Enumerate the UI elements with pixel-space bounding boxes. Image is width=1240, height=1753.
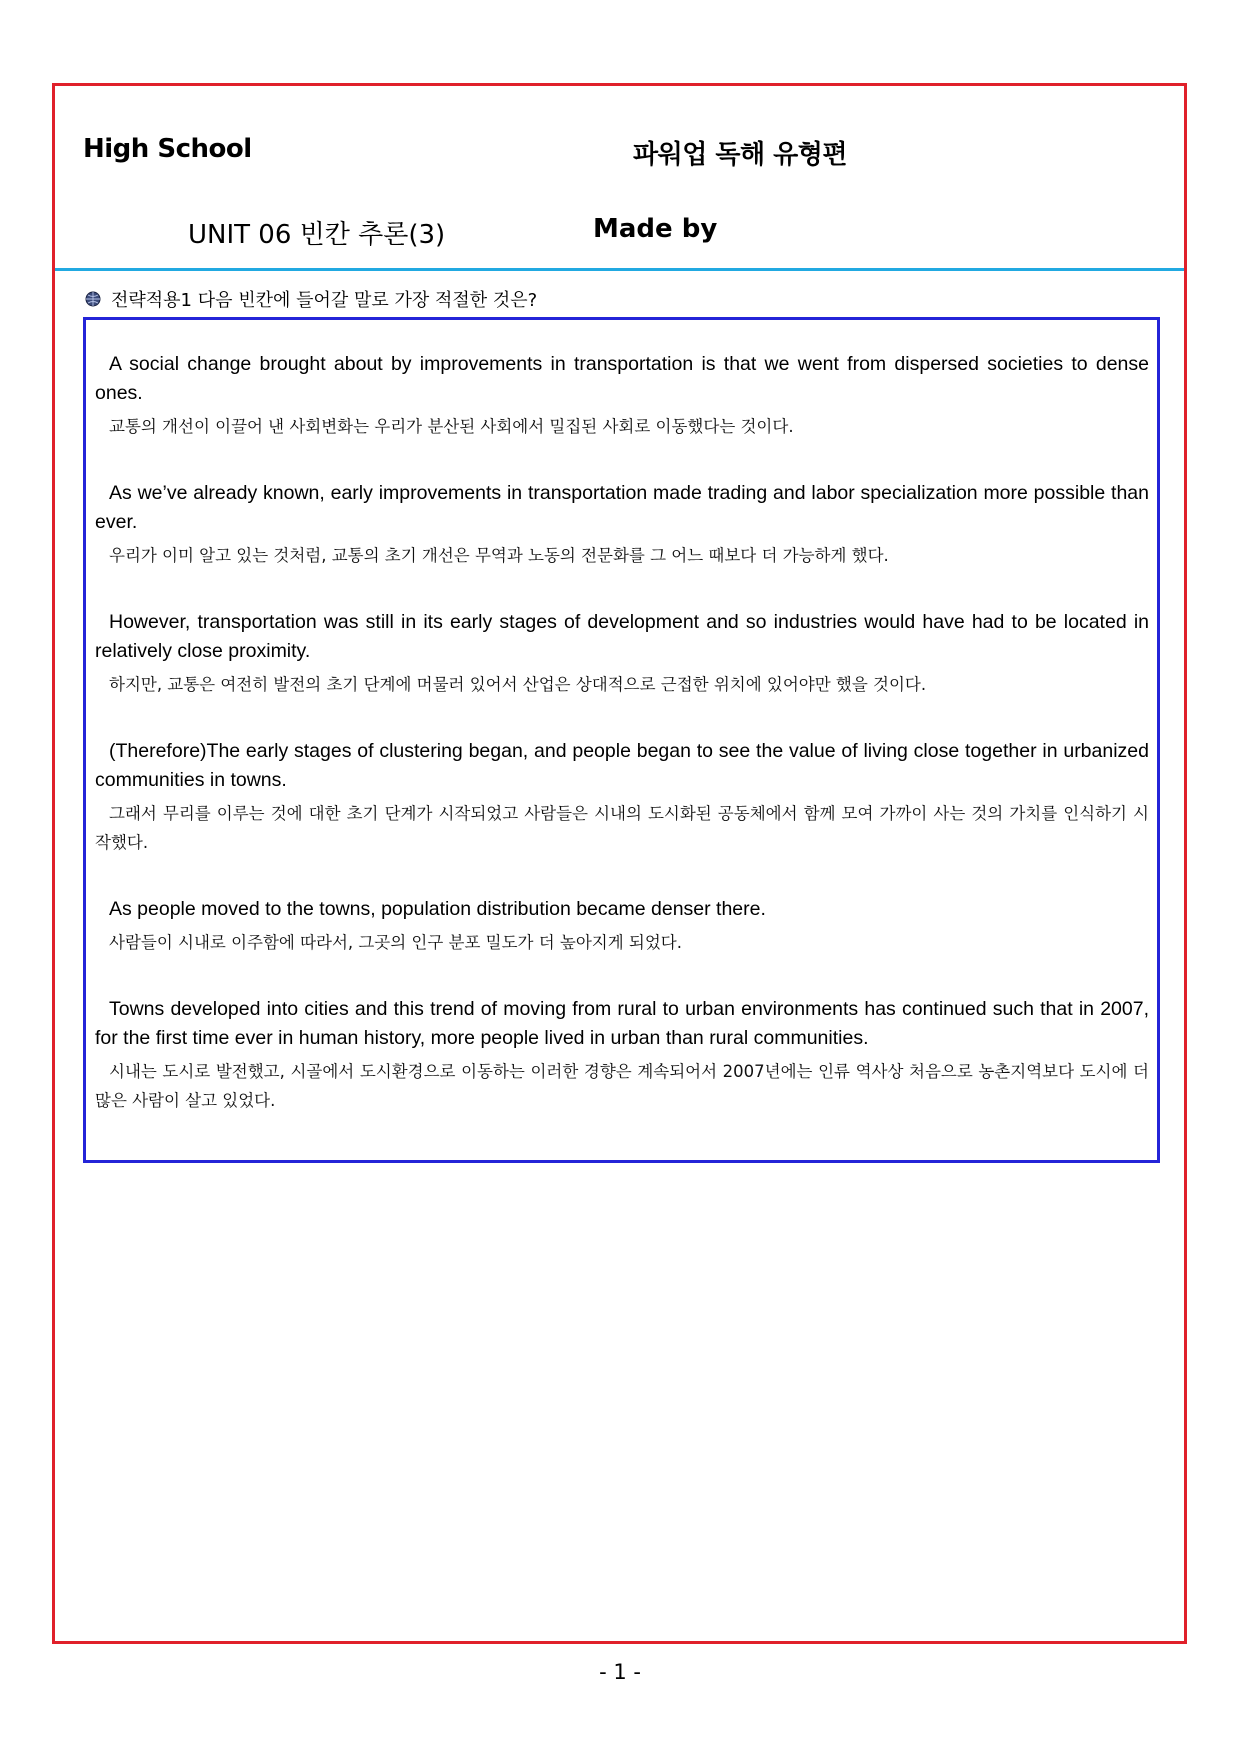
question-text: 전략적용1 다음 빈칸에 들어갈 말로 가장 적절한 것은? — [111, 290, 538, 311]
passage-box — [83, 317, 1160, 1163]
english-sentence: (Therefore)The early stages of clustering began, and people began to see the value of living close together in urbanized communities in towns. — [95, 740, 1149, 791]
school-level: High School — [83, 134, 252, 164]
page-number: - 1 - — [599, 1660, 641, 1684]
korean-translation: 사람들이 시내로 이주함에 따라서, 그곳의 인구 분포 밀도가 더 높아지게 되었다. — [109, 933, 682, 952]
paragraph — [95, 479, 1149, 570]
book-title: 파워업 독해 유형편 — [633, 140, 848, 170]
page-frame — [52, 83, 1187, 1644]
header-divider — [55, 268, 1184, 271]
english-sentence: Towns developed into cities and this trend of moving from rural to urban environments has continued such that in 2007, for the first time ever in human history, more people lived in urban than rural communities. — [95, 998, 1149, 1049]
made-by-label: Made by — [593, 214, 718, 244]
korean-translation: 하지만, 교통은 여전히 발전의 초기 단계에 머물러 있어서 산업은 상대적으로 근접한 위치에 있어야만 했을 것이다. — [109, 675, 927, 694]
paragraph — [95, 350, 1149, 441]
unit-title: UNIT 06 빈칸 추론(3) — [188, 220, 446, 250]
english-sentence: As we’ve already known, early improvements in transportation made trading and labor specialization more possible than ever. — [95, 482, 1149, 533]
paragraph — [95, 995, 1149, 1115]
paragraph — [95, 895, 1149, 957]
paragraph — [95, 608, 1149, 699]
globe-bullet-icon — [85, 291, 101, 307]
english-sentence: As people moved to the towns, population distribution became denser there. — [109, 898, 766, 920]
question-prompt — [85, 286, 537, 312]
paragraph — [95, 737, 1149, 857]
korean-translation: 그래서 무리를 이루는 것에 대한 초기 단계가 시작되었고 사람들은 시내의 도시화된 공동체에서 함께 모여 가까이 사는 것의 가치를 인식하기 시작했다. — [95, 804, 1149, 852]
english-sentence: A social change brought about by improvements in transportation is that we went from dispersed societies to dense ones. — [95, 353, 1149, 404]
english-sentence: However, transportation was still in its early stages of development and so industries would have had to be located in relatively close proximity. — [95, 611, 1149, 662]
korean-translation: 우리가 이미 알고 있는 것처럼, 교통의 초기 개선은 무역과 노동의 전문화를 그 어느 때보다 더 가능하게 했다. — [109, 546, 889, 565]
korean-translation: 교통의 개선이 이끌어 낸 사회변화는 우리가 분산된 사회에서 밀집된 사회로 이동했다는 것이다. — [109, 417, 794, 436]
korean-translation: 시내는 도시로 발전했고, 시골에서 도시환경으로 이동하는 이러한 경향은 계속되어서 2007년에는 인류 역사상 처음으로 농촌지역보다 도시에 더 많은 사람이 살고 있었다. — [95, 1062, 1149, 1110]
